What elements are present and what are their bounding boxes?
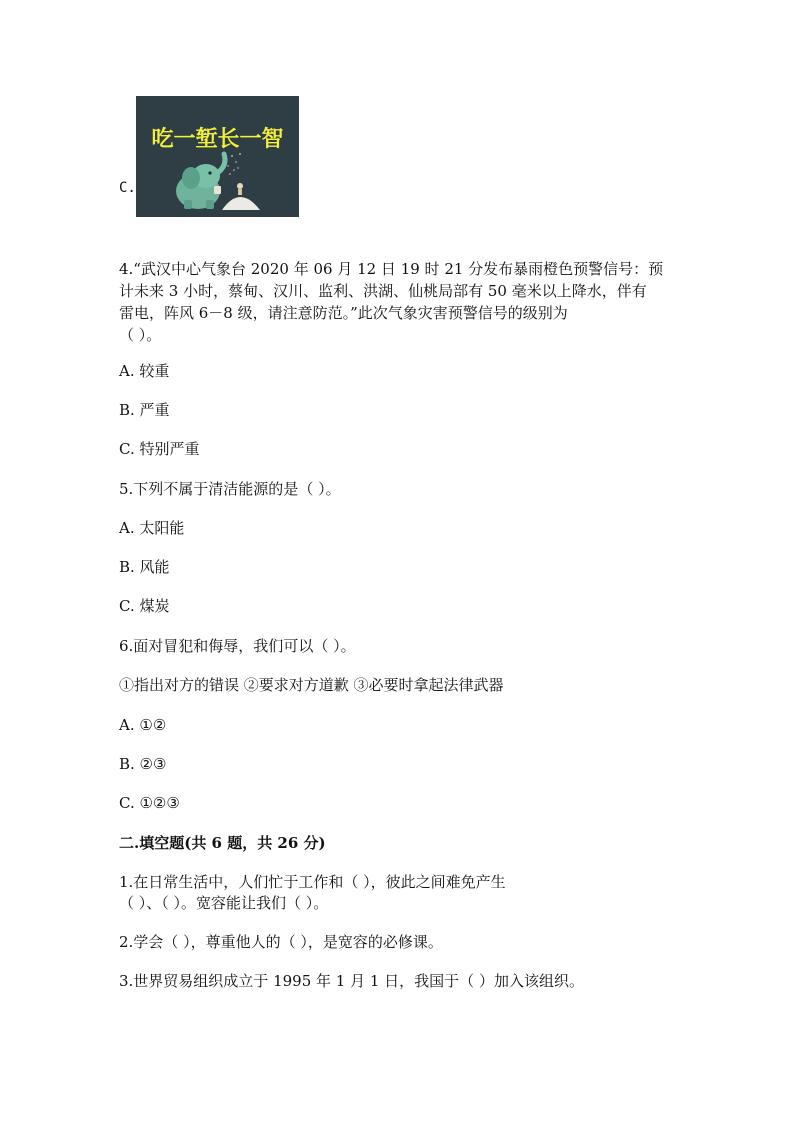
fill-q1-line1: 1.在日常生活中，人们忙于工作和（ ），彼此之间难免产生	[119, 873, 506, 891]
q6-option-a[interactable]: A. ①②	[119, 716, 167, 734]
fill-q1-line2: （ ）、（ ）。宽容能让我们（ ）。	[119, 894, 329, 912]
q4-stem-line2: 计未来 3 小时，蔡甸、汉川、监利、洪湖、仙桃局部有 50 毫米以上降水，伴有	[119, 282, 647, 300]
q5-stem: 5.下列不属于清洁能源的是（ ）。	[119, 480, 341, 498]
q4-stem-line4: （ ）。	[119, 326, 162, 344]
q3-option-c-letter: C.	[119, 180, 136, 196]
q4-option-a[interactable]: A. 较重	[119, 362, 170, 380]
elephant-icon	[136, 96, 299, 217]
q4-option-b[interactable]: B. 严重	[119, 401, 170, 419]
q5-option-c[interactable]: C. 煤炭	[119, 597, 170, 615]
illustration-caption: 吃一堑长一智	[151, 127, 284, 152]
q4-option-c[interactable]: C. 特别严重	[119, 440, 200, 458]
q5-option-b[interactable]: B. 风能	[119, 558, 170, 576]
q6-option-c[interactable]: C. ①②③	[119, 794, 180, 812]
section2-heading: 二.填空题(共 6 题，共 26 分)	[119, 834, 326, 852]
q5-option-a[interactable]: A. 太阳能	[119, 519, 185, 537]
q4-stem-line1: 4.“武汉中心气象台 2020 年 06 月 12 日 19 时 21 分发布暴雨橙色预警信号：预	[119, 260, 664, 278]
fill-q2: 2.学会（ ），尊重他人的（ ），是宽容的必修课。	[119, 933, 443, 951]
q4-stem-line3: 雷电，阵风 6－8 级，请注意防范。”此次气象灾害预警信号的级别为	[119, 304, 568, 322]
q6-stem: 6.面对冒犯和侮辱，我们可以（ ）。	[119, 637, 356, 655]
q6-statements: ①指出对方的错误 ②要求对方道歉 ③必要时拿起法律武器	[119, 676, 504, 694]
fill-q3: 3.世界贸易组织成立于 1995 年 1 月 1 日，我国于（ ）加入该组织。	[119, 972, 584, 990]
q6-option-b[interactable]: B. ②③	[119, 755, 167, 773]
elephant-illustration	[136, 96, 299, 217]
